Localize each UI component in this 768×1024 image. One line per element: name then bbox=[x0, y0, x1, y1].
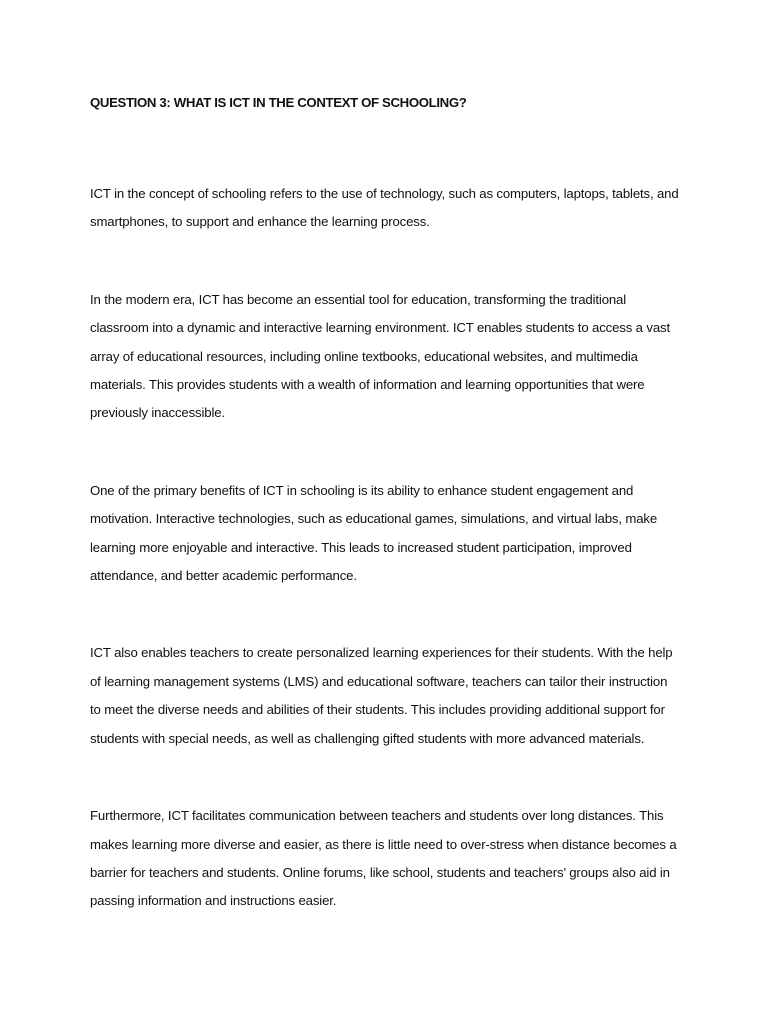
document-body bbox=[90, 90, 680, 916]
question-heading: QUESTION 3: WHAT IS ICT IN THE CONTEXT OF SCHOOLING? bbox=[90, 95, 467, 110]
paragraph-engagement-benefits: One of the primary benefits of ICT in schooling is its ability to enhance student engagement and motivation. Interactive technologies, such as educational games, simulations, and virtual labs, make learning more enjoyable and interactive. This leads to increased student participation, improved attendance, and better academic performance. bbox=[90, 482, 658, 584]
paragraph-ict-definition: ICT in the concept of schooling refers to the use of technology, such as computers, laptops, tablets, and smartphones, to support and enhance the learning process. bbox=[90, 186, 679, 230]
paragraph-personalized-learning: ICT also enables teachers to create personalized learning experiences for their students. With the help of learning management systems (LMS) and educational software, teachers can tailor their instruction to meet the diverse needs and abilities of their students. This includes providing additional support for students with special needs, as well as challenging gifted students with more advanced materials. bbox=[90, 645, 673, 746]
paragraph-modern-era: In the modern era, ICT has become an essential tool for education, transforming the traditional classroom into a dynamic and interactive learning environment. ICT enables students to access a vast array of educational resources, including online textbooks, educational websites, and multimedia materials. This provides students with a wealth of information and learning opportunities that were previously inaccessible. bbox=[90, 291, 670, 421]
paragraph-communication: Furthermore, ICT facilitates communication between teachers and students over long distances. This makes learning more diverse and easier, as there is little need to over-stress when distance becomes a barrier for teachers and students. Online forums, like school, students and teachers’ groups also aid in passing information and instructions easier. bbox=[90, 808, 677, 909]
